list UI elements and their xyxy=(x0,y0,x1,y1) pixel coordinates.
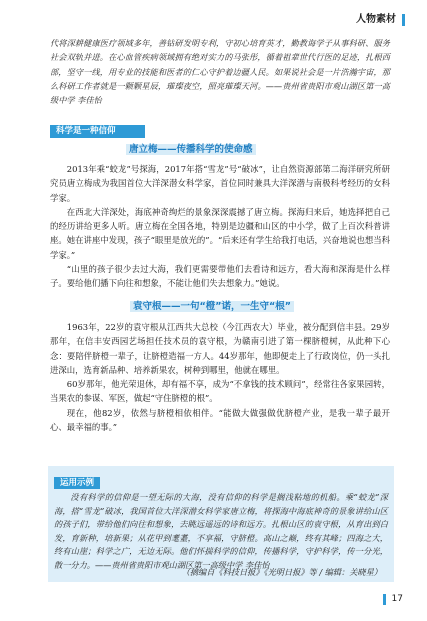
usage-example-label: 运用示例 xyxy=(54,477,100,489)
intro-paragraph: 代将深耕健康医疗领域多年，善钻研发明专利，守初心培育英才，勤教诲学子从事科研、服务社会双轨并进。在心血管疾病领域拥有绝对实力的马张彤，循着祖辈世代行医的足迹，扎根西部，坚守一线，用专业的技能和医者的仁心守护着边疆人民。如果说社会是一片浩瀚宇宙，那么科研工作者就是一颗颗星辰，璀璨夜空，照亮璀璨天河。——贵州省贵阳市观山湖区第一高级中学 李佳怡 xyxy=(50,38,390,106)
source-citation: （摘编自《科技日报》《光明日报》等 / 编辑：关晓星） xyxy=(181,567,382,577)
article2-paragraph: 60岁那年，他光荣退休，却有福不享，成为“不拿钱的技术顾问”，经常往各家果园转，当果农的参谋、军医，做起“守住脐橙的根”。 xyxy=(50,379,390,404)
usage-example-text: 没有科学的信仰是一望无际的大海，没有信仰的科学是搁浅粘地的机船。乘“蛟龙”深海，搭“雪龙”破冰，我国首位大洋深潜女科学家唐立梅，将探海中海底神奇的景象讲给山区的孩子们，带给他们向往和想象，去眺远遥远的诗和远方。扎根山区的袁守根，从育出到白发，育新种，培新果；从花甲到耄耋，不享福，守脐橙。高山之巅，终有其峰；四海之大，终有山崖；科学之广，无边无际。他们怀揣科学的信仰，传播科学，守护科学，传一分光，散一分力。——贵州省贵阳市观山湖区第一高级中学 李佳怡 xyxy=(54,492,388,570)
section-header-tag: 人物素材 xyxy=(356,14,405,26)
article2-paragraph: 1963年，22岁的袁守根从江西共大总校（今江西农大）毕业，被分配到信丰县。29岁那年，在信丰安西园艺场担任技术员的袁守根，为赣南引进了第一棵脐橙树，从此种下心念：要陪伴脐橙一辈子，让脐橙造福一方人。44岁那年，他即便走上了行政岗位，仍一头扎进深山，选育新品种、培养新果农，树种到哪里，他就在哪里。 xyxy=(50,322,390,375)
article2-body xyxy=(50,320,390,434)
article1-title-text: 唐立梅——传播科学的使命感 xyxy=(126,144,256,155)
article1-paragraph: “山里的孩子很少去过大海，我们更需要带他们去看诗和远方，看大海和深海是什么样子。要给他们播下向往和想象，不能让他们失去想象力。”她说。 xyxy=(50,264,390,289)
article1-body xyxy=(50,162,390,291)
article1-paragraph: 2013年乘“蛟龙”号探海，2017年搭“雪龙”号“破冰”，让自然资源部第二海洋研究所研究员唐立梅成为我国首位大洋深潜女科学家，首位同时兼具大洋深潜与南极科考经历的女科学家。 xyxy=(50,164,390,203)
article2-title-text: 袁守根——一句“橙”诺，一生守“根” xyxy=(130,301,294,312)
article1-paragraph: 在西北大洋深处，海底神奇绚烂的景象深深震撼了唐立梅。探海归来后，她选择把自己的经历讲给更多人听。唐立梅在全国各地，特别是边疆和山区的中小学，做了上百次科普讲座。她在讲座中发现，孩子“眼里是放光的”。“后来还有学生给我打电话，兴奋地说也想当科学家。” xyxy=(50,206,390,260)
usage-example-box xyxy=(48,466,394,582)
page-number: 17 xyxy=(383,594,403,605)
section-heading: 科学是一种信仰 xyxy=(50,125,145,138)
article2-paragraph: 现在，他82岁，依然与脐橙相依相伴。“能做大做强做优脐橙产业，是我一辈子最开心、最幸福的事。” xyxy=(50,407,390,433)
article2-title xyxy=(130,300,294,314)
article1-title xyxy=(126,143,256,157)
